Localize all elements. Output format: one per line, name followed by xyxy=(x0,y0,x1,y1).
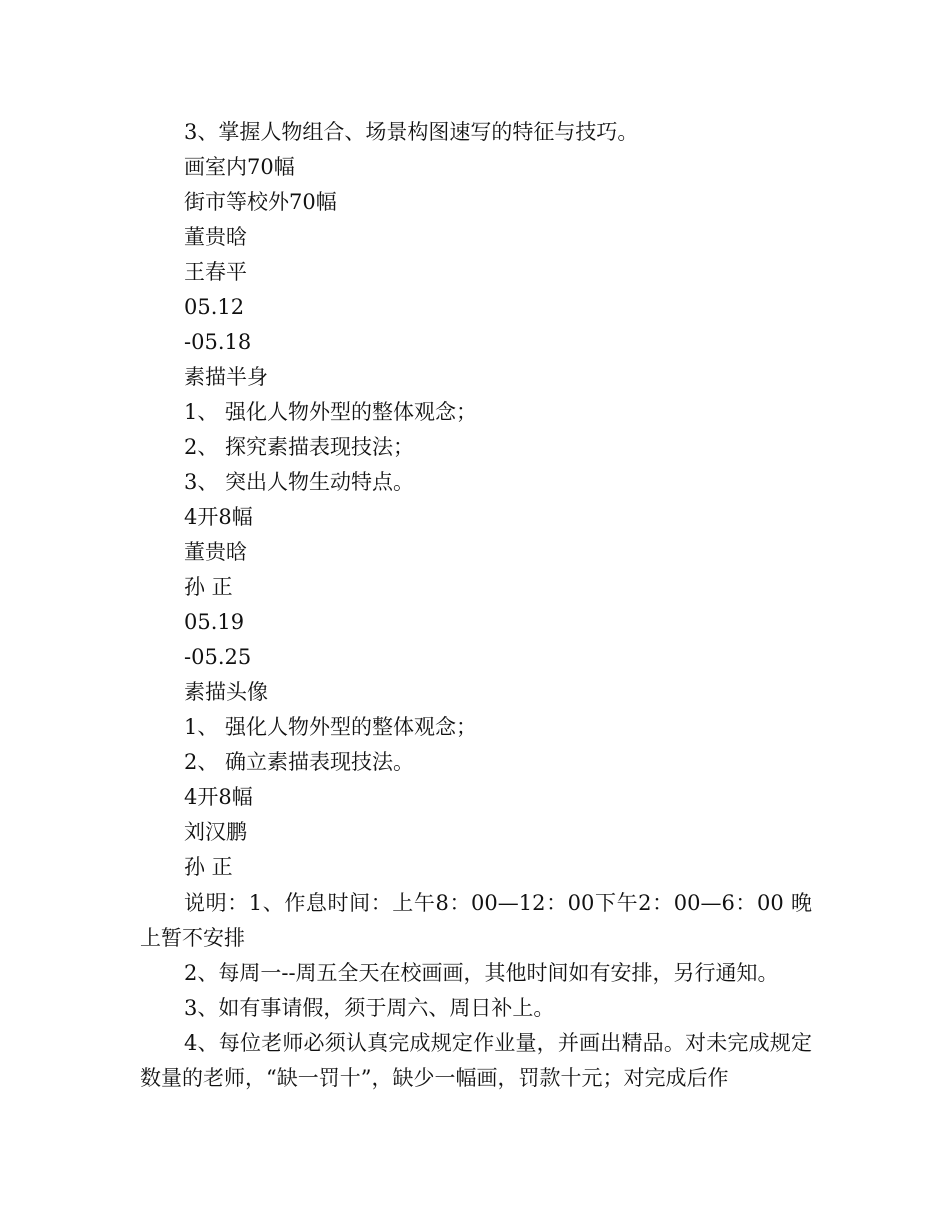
text-line: -05.18 xyxy=(184,330,252,354)
text-line: 街市等校外70幅 xyxy=(184,190,337,214)
text-line: 王春平 xyxy=(184,260,247,284)
text-line: 素描头像 xyxy=(184,680,268,704)
text-line: 1、 强化人物外型的整体观念； xyxy=(184,715,478,739)
text-line: 2、 探究素描表现技法； xyxy=(184,435,415,459)
text-line: 素描半身 xyxy=(184,365,268,389)
text-line: 画室内70幅 xyxy=(184,155,295,179)
text-line: 3、 突出人物生动特点。 xyxy=(184,470,415,494)
text-line: 2、 确立素描表现技法。 xyxy=(184,750,415,774)
text-line: 刘汉鹏 xyxy=(184,820,247,844)
note-paragraph: 2、每周一--周五全天在校画画，其他时间如有安排，另行通知。 xyxy=(184,961,779,985)
text-line: 1、 强化人物外型的整体观念； xyxy=(184,400,478,424)
text-line: 孙 正 xyxy=(184,575,233,599)
text-line: 孙 正 xyxy=(184,855,233,879)
note-paragraph: 3、如有事请假，须于周六、周日补上。 xyxy=(184,996,555,1020)
text-line: 05.19 xyxy=(184,610,245,634)
note-paragraph: 4、每位老师必须认真完成规定作业量，并画出精品。对未完成规定数量的老师，“缺一罚十”，缺少一幅画，罚款十元；对完成后作 xyxy=(140,1031,812,1090)
note-paragraph: 说明：1、作息时间：上午8：00—12：00下午2：00—6：00 晚上暂不安排 xyxy=(140,891,812,950)
text-line: 05.12 xyxy=(184,295,245,319)
text-line: 4开8幅 xyxy=(184,785,253,809)
text-line: 董贵晗 xyxy=(184,225,247,249)
text-line: 4开8幅 xyxy=(184,505,253,529)
text-line: 董贵晗 xyxy=(184,540,247,564)
text-line: 3、掌握人物组合、场景构图速写的特征与技巧。 xyxy=(184,120,639,144)
text-line: -05.25 xyxy=(184,645,252,669)
